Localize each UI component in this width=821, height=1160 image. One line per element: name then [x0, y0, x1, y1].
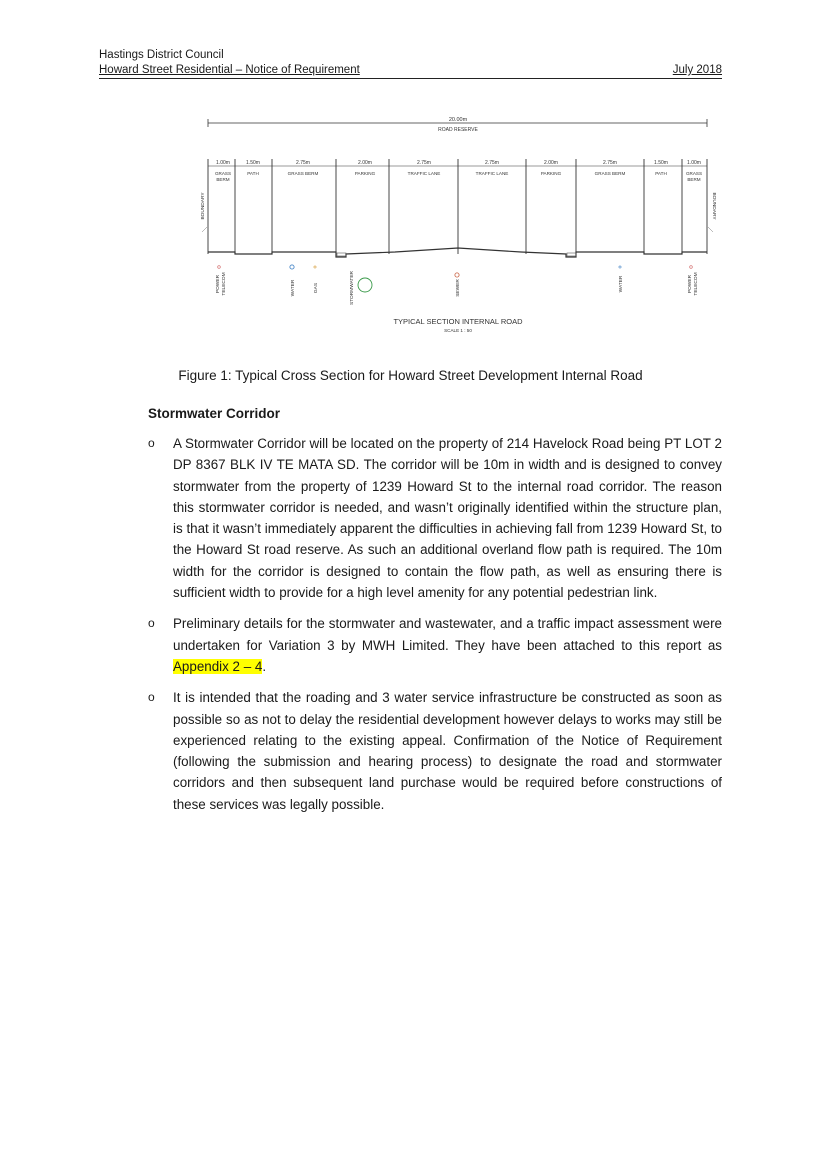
header-rule — [99, 63, 722, 79]
gas-label: GAS — [314, 282, 319, 294]
list-item — [148, 687, 722, 815]
boundary-label-left: BOUNDARY — [201, 192, 206, 220]
kerb-right — [567, 253, 576, 256]
paragraph-text: A Stormwater Corridor will be located on the property of 214 Havelock Road being PT LOT 2 DP 8367 BLK IV TE MATA SD. The corridor will be 10m in width and is designed to convey stormwater from the property of 1239 Howard St to the internal road corridor. The reason this stormwater corridor is needed, and wasn’t originally identified within the structure plan, is that it wasn’t immediately apparent the difficulties in achieving fall from 1239 Howard St, to the Howard St road reserve. As such an additional overland flow path is required. The 10m width for the corridor is designed to contain the flow path, as well as ensuring there is sufficient width to provide for a high level amenity for any potential pedestrian link. — [173, 436, 722, 601]
sewer-label: SEWER — [456, 279, 461, 297]
list-item — [148, 613, 722, 677]
col-width-label: 2.00m — [544, 160, 558, 166]
paragraph-text: It is intended that the roading and 3 water service infrastructure be constructed as soon as possible so as not to delay the residential development however delays to works may still be experienced relating to the existing appeal. Confirmation of the Notice of Requirement (following the submission and hearing process) to designate the road and stormwater corridors and then subsequent land purchase would be required before constructions of these services was legally possible. — [173, 690, 722, 812]
col-width-label: 1.00m — [216, 160, 230, 166]
col-label: GRASS — [685, 171, 703, 176]
col-width-label: 2.75m — [603, 160, 617, 166]
col-width-label: 1.50m — [246, 160, 260, 166]
col-label: PATH — [655, 171, 667, 176]
col-width-label: 1.50m — [654, 160, 668, 166]
power-marker-right — [690, 266, 693, 269]
col-label: TRAFFIC LANE — [475, 171, 509, 176]
column-dividers — [208, 159, 707, 254]
bullet-list — [148, 433, 722, 825]
road-cross-section-figure — [195, 114, 725, 346]
water-marker-right — [619, 266, 621, 268]
power-marker — [218, 266, 221, 269]
council-name: Hastings District Council — [99, 49, 224, 61]
paragraph-text-start: Preliminary details for the stormwater and wastewater, and a traffic impact assessment were undertaken for Variation 3 by MWH Limited. They have been attached to this report as — [173, 616, 722, 653]
col-width-label: 2.75m — [485, 160, 499, 166]
col-label: TRAFFIC LANE — [407, 171, 441, 176]
ground-profile-line — [208, 248, 707, 257]
boundary-label-right: BOUNDARY — [711, 192, 716, 220]
appendix-reference-highlight: Appendix 2 – 4 — [173, 658, 263, 674]
telecom-label-right: TELECOM — [694, 272, 699, 296]
list-item — [148, 433, 722, 603]
col-width-label: 2.75m — [296, 160, 310, 166]
col-width-label: 2.00m — [358, 160, 372, 166]
document-title: Howard Street Residential – Notice of Requirement — [99, 64, 360, 76]
bullet-marker: o — [148, 690, 155, 705]
col-label: BERM — [216, 177, 230, 182]
document-date: July 2018 — [672, 64, 722, 76]
bullet-marker: o — [148, 436, 155, 450]
col-label: PATH — [247, 171, 259, 176]
col-label: GRASS — [214, 171, 232, 176]
figure-caption: Figure 1: Typical Cross Section for Howard Street Development Internal Road — [178, 368, 643, 383]
col-label: BERM — [687, 177, 701, 182]
scale-label: SCALE 1 : 50 — [444, 328, 472, 333]
water-label: WATER — [291, 279, 296, 297]
power-label: POWER — [216, 274, 221, 294]
col-label: PARKING — [354, 171, 376, 176]
col-width-label: 1.00m — [687, 160, 701, 166]
telecom-label: TELECOM — [222, 272, 227, 296]
sewer-marker — [455, 273, 459, 277]
power-label-right: POWER — [688, 274, 693, 294]
col-label: PARKING — [540, 171, 562, 176]
paragraph-text-end: . — [262, 658, 267, 674]
section-heading: Stormwater Corridor — [148, 406, 281, 421]
water-label-right: WATER — [619, 275, 624, 293]
col-label: GRASS BERM — [287, 171, 319, 176]
bullet-marker: o — [148, 616, 155, 631]
col-label: GRASS BERM — [594, 171, 626, 176]
col-width-label: 2.75m — [417, 160, 431, 166]
stormwater-pipe — [358, 278, 372, 292]
page-header — [99, 48, 722, 79]
total-width-label: 20.00m — [448, 117, 468, 123]
road-reserve-label: ROAD RESERVE — [438, 127, 478, 133]
stormwater-label: STORMWATER — [350, 270, 355, 306]
gas-marker — [314, 266, 316, 268]
water-marker — [290, 265, 294, 269]
section-drawing-title: TYPICAL SECTION INTERNAL ROAD — [393, 317, 523, 326]
kerb-left — [337, 253, 346, 256]
paragraph-text — [173, 613, 722, 677]
